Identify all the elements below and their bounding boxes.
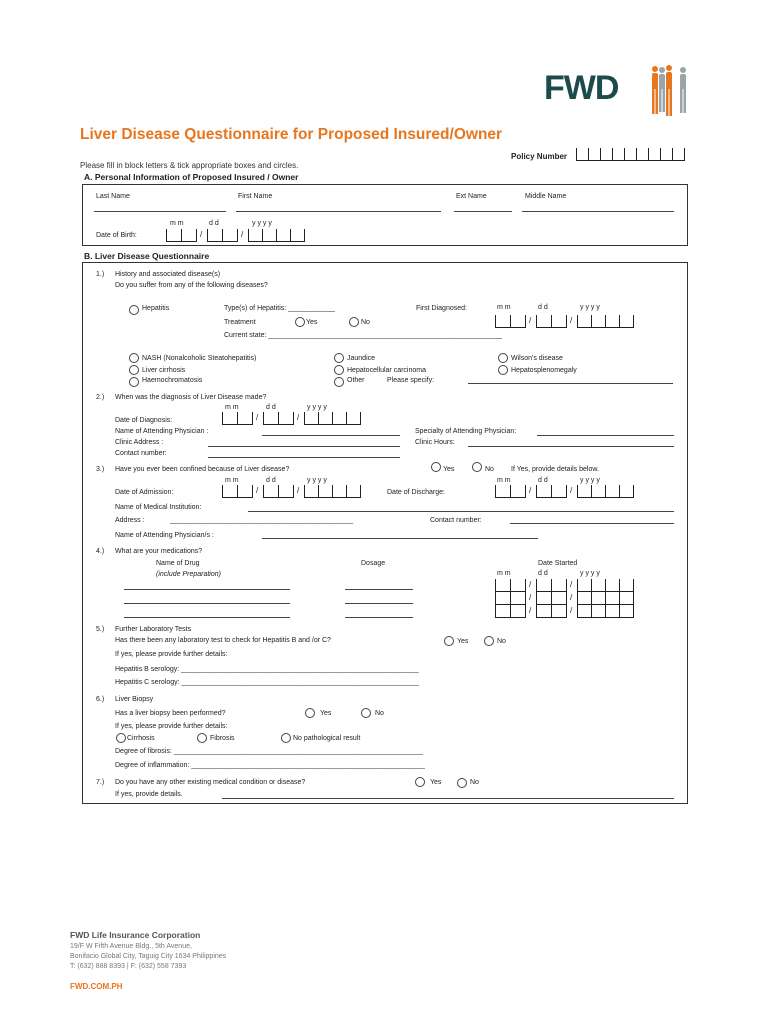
- hepatitis-label: Hepatitis: [142, 305, 170, 312]
- date-started-header: Date Started: [538, 560, 578, 567]
- mm-hint: m m: [225, 477, 239, 484]
- address-field[interactable]: _______________________________________________: [170, 517, 353, 524]
- wilson-label: Wilson's disease: [511, 355, 563, 362]
- lab-test-yes-radio[interactable]: [444, 636, 454, 646]
- drug-name-field[interactable]: [124, 589, 290, 590]
- first-diagnosed-year-input[interactable]: [577, 315, 634, 328]
- first-diagnosed-month-input[interactable]: [495, 315, 526, 328]
- dob-yyyy-hint: y y y y: [252, 220, 272, 227]
- other-condition-no-label: No: [470, 779, 479, 786]
- runners-logo-icon: [647, 64, 692, 119]
- q3-physician-field[interactable]: [262, 538, 538, 539]
- date-separator: /: [570, 606, 573, 615]
- yyyy-hint: y y y y: [307, 404, 327, 411]
- yyyy-hint: y y y y: [580, 570, 600, 577]
- address-label: Address :: [115, 517, 145, 524]
- diagnosis-day-input[interactable]: [263, 412, 294, 425]
- q4-number: 4.): [96, 548, 105, 555]
- date-started-month-input[interactable]: [495, 579, 526, 592]
- mm-hint: m m: [497, 477, 511, 484]
- clinic-address-label: Clinic Address :: [115, 439, 164, 446]
- treatment-no-label: No: [361, 319, 370, 326]
- logo-text: FWD: [544, 69, 619, 107]
- footer-company: FWD Life Insurance Corporation: [70, 930, 201, 940]
- q7-number: 7.): [96, 779, 105, 786]
- date-separator: /: [529, 593, 532, 602]
- q1-text: History and associated disease(s): [115, 271, 221, 278]
- dosage-field[interactable]: [345, 617, 413, 618]
- dob-label: Date of Birth:: [96, 232, 137, 239]
- hepatosplenomegaly-radio[interactable]: [498, 365, 508, 375]
- biopsy-no-radio[interactable]: [361, 708, 371, 718]
- yyyy-hint: y y y y: [580, 477, 600, 484]
- q3-contact-number-label: Contact number:: [430, 517, 482, 524]
- cirrhosis-radio[interactable]: [129, 365, 139, 375]
- confined-ifyes-text: If Yes, provide details below.: [511, 466, 599, 473]
- lab-test-no-radio[interactable]: [484, 636, 494, 646]
- biopsy-yes-label: Yes: [320, 710, 332, 717]
- dosage-field[interactable]: [345, 603, 413, 604]
- hepatosplenomegaly-label: Hepatosplenomegaly: [511, 367, 577, 374]
- lab-test-yes-label: Yes: [457, 638, 469, 645]
- dd-hint: d d: [266, 404, 276, 411]
- date-separator: /: [529, 316, 532, 325]
- jaundice-radio[interactable]: [334, 353, 344, 363]
- hepatitis-radio[interactable]: [129, 305, 139, 315]
- section-b-title: B. Liver Disease Questionnaire: [84, 251, 210, 261]
- footer-address-line2: Bonifacio Global City, Taguig City 1634 Philippines: [70, 953, 227, 960]
- other-condition-no-radio[interactable]: [457, 778, 467, 788]
- footer-address-line1: 19/F W Fifth Avenue Bldg., 5th Avenue,: [70, 943, 192, 950]
- biopsy-cirrhosis-label: Cirrhosis: [127, 735, 155, 742]
- admission-year-input[interactable]: [304, 485, 361, 498]
- jaundice-label: Jaundice: [347, 355, 376, 362]
- biopsy-nopath-radio[interactable]: [281, 733, 291, 743]
- contact-number-field[interactable]: [208, 457, 400, 458]
- dob-year-input[interactable]: [248, 229, 305, 242]
- page-title: Liver Disease Questionnaire for Proposed Insured/Owner: [80, 126, 503, 143]
- dd-hint: d d: [538, 570, 548, 577]
- diagnosis-year-input[interactable]: [304, 412, 361, 425]
- date-of-admission-label: Date of Admission:: [115, 489, 174, 496]
- dosage-field[interactable]: [345, 589, 413, 590]
- date-started-day-input[interactable]: [536, 579, 567, 592]
- q1-subtext: Do you suffer from any of the following diseases?: [115, 282, 268, 289]
- admission-month-input[interactable]: [222, 485, 253, 498]
- treatment-yes-radio[interactable]: [295, 317, 305, 327]
- mm-hint: m m: [225, 404, 239, 411]
- middle-name-field[interactable]: [522, 211, 674, 212]
- other-condition-yes-label: Yes: [430, 779, 442, 786]
- date-separator: /: [529, 580, 532, 589]
- biopsy-fibrosis-label: Fibrosis: [210, 735, 235, 742]
- drug-prep-note: (include Preparation): [156, 571, 221, 578]
- date-of-diagnosis-label: Date of Diagnosis:: [115, 417, 173, 424]
- haemochromatosis-radio[interactable]: [129, 377, 139, 387]
- dob-mm-hint: m m: [170, 220, 184, 227]
- confined-yes-label: Yes: [443, 466, 455, 473]
- last-name-field[interactable]: [94, 211, 226, 212]
- biopsy-fibrosis-radio[interactable]: [197, 733, 207, 743]
- dob-dd-hint: d d: [209, 220, 219, 227]
- confined-no-radio[interactable]: [472, 462, 482, 472]
- date-separator: /: [200, 230, 203, 239]
- q6-ifyes-text: If yes, please provide further details:: [115, 723, 228, 730]
- date-started-year-input[interactable]: [577, 605, 634, 618]
- date-separator: /: [256, 413, 259, 422]
- date-separator: /: [570, 486, 573, 495]
- other-condition-details-field[interactable]: [222, 798, 674, 799]
- q1-number: 1.): [96, 271, 105, 278]
- diagnosis-month-input[interactable]: [222, 412, 253, 425]
- treatment-no-radio[interactable]: [349, 317, 359, 327]
- first-diagnosed-day-input[interactable]: [536, 315, 567, 328]
- hepatitis-b-serology-field[interactable]: Hepatitis B serology: _____________________________________________________________: [115, 666, 419, 673]
- haemochromatosis-label: Haemochromatosis: [142, 377, 203, 384]
- section-a-title: A. Personal Information of Proposed Insured / Owner: [84, 172, 299, 182]
- confined-yes-radio[interactable]: [431, 462, 441, 472]
- liver-cirrhosis-label: Liver cirrhosis: [142, 367, 186, 374]
- q5-text: Further Laboratory Tests: [115, 626, 192, 633]
- date-started-month-input[interactable]: [495, 605, 526, 618]
- middle-name-label: Middle Name: [525, 193, 567, 200]
- hepatitis-types-field[interactable]: Type(s) of Hepatitis: ____________: [224, 305, 335, 312]
- nash-label: NASH (Nonalcoholic Steatohepatitis): [142, 355, 257, 362]
- drug-name-field[interactable]: [124, 617, 290, 618]
- wilson-radio[interactable]: [498, 353, 508, 363]
- q3-physician-label: Name of Attending Physician/s :: [115, 532, 214, 539]
- specialty-field[interactable]: [537, 435, 674, 436]
- date-started-day-input[interactable]: [536, 605, 567, 618]
- hepatitis-c-serology-field[interactable]: Hepatitis C serology: _____________________________________________________________: [115, 679, 420, 686]
- drug-name-header: Name of Drug: [156, 560, 200, 567]
- discharge-year-input[interactable]: [577, 485, 634, 498]
- attending-physician-label: Name of Attending Physician :: [115, 428, 209, 435]
- last-name-label: Last Name: [96, 193, 130, 200]
- hcc-radio[interactable]: [334, 365, 344, 375]
- q3-contact-number-field[interactable]: [510, 523, 674, 524]
- dob-month-input[interactable]: [166, 229, 197, 242]
- biopsy-no-label: No: [375, 710, 384, 717]
- q3-text: Have you ever been confined because of Liver disease?: [115, 466, 290, 473]
- q6-subtext: Has a liver biopsy been performed?: [115, 710, 226, 717]
- biopsy-nopath-label: No pathological result: [293, 735, 361, 742]
- other-label: Other: [347, 377, 365, 384]
- contact-number-label: Contact number:: [115, 450, 167, 457]
- date-separator: /: [529, 606, 532, 615]
- ext-name-label: Ext Name: [456, 193, 487, 200]
- date-started-day-input[interactable]: [536, 592, 567, 605]
- medical-institution-label: Name of Medical Institution:: [115, 504, 202, 511]
- q6-number: 6.): [96, 696, 105, 703]
- dosage-header: Dosage: [361, 560, 386, 567]
- q4-text: What are your medications?: [115, 548, 203, 555]
- date-started-year-input[interactable]: [577, 592, 634, 605]
- ext-name-field[interactable]: [454, 211, 512, 212]
- discharge-month-input[interactable]: [495, 485, 526, 498]
- date-separator: /: [570, 316, 573, 325]
- policy-number-label: Policy Number: [511, 152, 568, 161]
- q2-text: When was the diagnosis of Liver Disease made?: [115, 394, 267, 401]
- admission-day-input[interactable]: [263, 485, 294, 498]
- date-separator: /: [241, 230, 244, 239]
- date-separator: /: [529, 486, 532, 495]
- yyyy-hint: y y y y: [580, 304, 600, 311]
- dd-hint: d d: [538, 304, 548, 311]
- date-separator: /: [570, 580, 573, 589]
- specify-label: Please specify:: [387, 377, 435, 384]
- specialty-label: Specialty of Attending Physician:: [415, 428, 517, 435]
- date-started-month-input[interactable]: [495, 592, 526, 605]
- confined-no-label: No: [485, 466, 494, 473]
- date-of-discharge-label: Date of Discharge:: [387, 489, 445, 496]
- specify-field[interactable]: [468, 383, 673, 384]
- hcc-label: Hepatocellular carcinoma: [347, 367, 426, 374]
- drug-name-field[interactable]: [124, 603, 290, 604]
- q5-subtext: Has there been any laboratory test to check for Hepatitis B and /or C?: [115, 637, 331, 644]
- first-diagnosed-label: First Diagnosed:: [416, 305, 467, 312]
- first-name-label: First Name: [238, 193, 273, 200]
- date-started-year-input[interactable]: [577, 579, 634, 592]
- yyyy-hint: y y y y: [307, 477, 327, 484]
- clinic-hours-label: Clinic Hours:: [415, 439, 455, 446]
- footer-phone: T: (632) 888 8393 | F: (632) 558 7393: [70, 963, 187, 970]
- q7-text: Do you have any other existing medical condition or disease?: [115, 779, 306, 786]
- treatment-label: Treatment: [224, 319, 256, 326]
- q5-number: 5.): [96, 626, 105, 633]
- instructions: Please fill in block letters & tick appropriate boxes and circles.: [80, 161, 299, 170]
- clinic-address-field[interactable]: [208, 446, 400, 447]
- footer-website[interactable]: FWD.COM.PH: [70, 982, 123, 991]
- date-separator: /: [297, 486, 300, 495]
- biopsy-yes-radio[interactable]: [305, 708, 315, 718]
- medical-institution-field[interactable]: [248, 511, 674, 512]
- clinic-hours-field[interactable]: [468, 446, 674, 447]
- other-condition-yes-radio[interactable]: [415, 777, 425, 787]
- dob-day-input[interactable]: [207, 229, 238, 242]
- q7-ifyes-text: If yes, provide details.: [115, 791, 183, 798]
- date-separator: /: [297, 413, 300, 422]
- q5-ifyes-text: If yes, please provide further details:: [115, 651, 228, 658]
- fwd-logo: [542, 64, 692, 124]
- dd-hint: d d: [538, 477, 548, 484]
- date-separator: /: [570, 593, 573, 602]
- first-name-field[interactable]: [236, 211, 441, 212]
- mm-hint: m m: [497, 570, 511, 577]
- date-separator: /: [256, 486, 259, 495]
- policy-number-input[interactable]: [576, 148, 685, 161]
- q6-text: Liver Biopsy: [115, 696, 154, 703]
- biopsy-cirrhosis-radio[interactable]: [116, 733, 126, 743]
- degree-of-inflammation-field[interactable]: Degree of inflammation: ____________________________________________________________: [115, 762, 425, 769]
- attending-physician-field[interactable]: [262, 435, 400, 436]
- degree-of-fibrosis-field[interactable]: Degree of fibrosis: ________________________________________________________________: [115, 748, 423, 755]
- nash-radio[interactable]: [129, 353, 139, 363]
- q2-number: 2.): [96, 394, 105, 401]
- treatment-yes-label: Yes: [306, 319, 318, 326]
- dd-hint: d d: [266, 477, 276, 484]
- other-radio[interactable]: [334, 377, 344, 387]
- current-state-field[interactable]: Current state: ____________________________________________________________: [224, 332, 502, 339]
- mm-hint: m m: [497, 304, 511, 311]
- q3-number: 3.): [96, 466, 105, 473]
- discharge-day-input[interactable]: [536, 485, 567, 498]
- lab-test-no-label: No: [497, 638, 506, 645]
